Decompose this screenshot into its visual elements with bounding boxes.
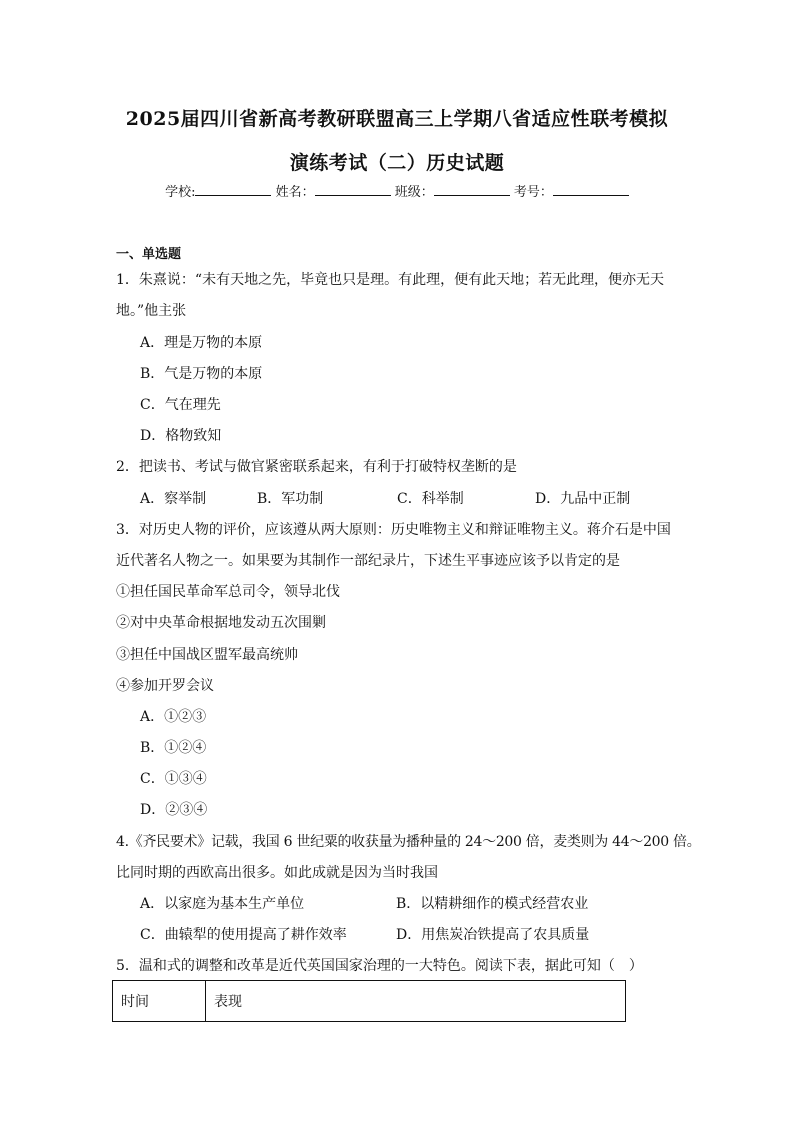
question-2-option-a[interactable]: A．察举制 (140, 491, 207, 507)
question-3-option-c[interactable]: C．①③④ (140, 771, 207, 787)
document-title-line-1: 2025届四川省新高考教研联盟高三上学期八省适应性联考模拟 (125, 108, 669, 130)
class-blank[interactable] (434, 183, 510, 196)
question-1-option-d[interactable]: D．格物致知 (140, 428, 222, 444)
name-blank[interactable] (315, 183, 391, 196)
question-2-option-d[interactable]: D．九品中正制 (535, 491, 631, 507)
question-1-option-a[interactable]: A．理是万物的本原 (140, 335, 263, 351)
question-1-option-c[interactable]: C．气在理先 (140, 397, 221, 413)
question-3-option-d[interactable]: D．②③④ (140, 802, 208, 818)
question-3-stem-line-2: 近代著名人物之一。如果要为其制作一部纪录片，下述生平事迹应该予以肯定的是 (116, 553, 620, 569)
question-4-option-d[interactable]: D．用焦炭冶铁提高了农具质量 (396, 927, 590, 943)
question-1-stem-line-1: 1．朱熹说：“未有天地之先，毕竟也只是理。有此理，便有此天地；若无此理，便亦无天 (116, 272, 665, 288)
question-3-item-4: ④参加开罗会议 (116, 678, 214, 694)
table-header-performance: 表现 (206, 981, 626, 1022)
question-3-option-b[interactable]: B．①②④ (140, 740, 207, 756)
school-label: 学校: (165, 185, 196, 200)
class-label: 班级： (394, 185, 434, 200)
question-3-item-2: ②对中央革命根据地发动五次围剿 (116, 615, 326, 631)
table-header-row (113, 981, 626, 1022)
question-3-item-1: ①担任国民革命军总司令，领导北伐 (116, 584, 340, 600)
question-3-stem-line-1: 3．对历史人物的评价，应该遵从两大原则：历史唯物主义和辩证唯物主义。蒋介石是中国 (116, 522, 671, 538)
question-4-option-a[interactable]: A．以家庭为基本生产单位 (140, 896, 305, 912)
name-label: 姓名： (275, 185, 315, 200)
question-3-item-3: ③担任中国战区盟军最高统帅 (116, 647, 298, 663)
question-5-stem: 5．温和式的调整和改革是近代英国国家治理的一大特色。阅读下表，据此可知（ ） (116, 958, 643, 974)
question-5-table (112, 980, 626, 1022)
section-heading-single-choice: 一、单选题 (116, 247, 182, 262)
question-2-option-b[interactable]: B．军功制 (257, 491, 324, 507)
question-3-option-a[interactable]: A．①②③ (140, 709, 207, 725)
exam-number-blank[interactable] (553, 183, 629, 196)
exam-number-label: 考号： (513, 185, 553, 200)
document-title-line-2: 演练考试（二）历史试题 (289, 152, 505, 174)
table-header-time: 时间 (113, 981, 206, 1022)
question-4-stem-line-2: 比同时期的西欧高出很多。如此成就是因为当时我国 (116, 865, 438, 881)
student-info-line (0, 181, 794, 200)
question-1-stem-line-2: 地。”他主张 (116, 303, 187, 319)
question-4-option-c[interactable]: C．曲辕犁的使用提高了耕作效率 (140, 927, 347, 943)
question-4-stem-line-1: 4.《齐民要术》记载，我国 6 世纪粟的收获量为播种量的 24～200 倍，麦类则为 44～200 倍。 (116, 834, 701, 850)
question-2-option-c[interactable]: C．科举制 (397, 491, 464, 507)
question-2-stem: 2．把读书、考试与做官紧密联系起来，有利于打破特权垄断的是 (116, 459, 517, 475)
question-4-option-b[interactable]: B．以精耕细作的模式经营农业 (396, 896, 589, 912)
question-1-option-b[interactable]: B．气是万物的本原 (140, 366, 263, 382)
school-blank[interactable] (195, 183, 271, 196)
